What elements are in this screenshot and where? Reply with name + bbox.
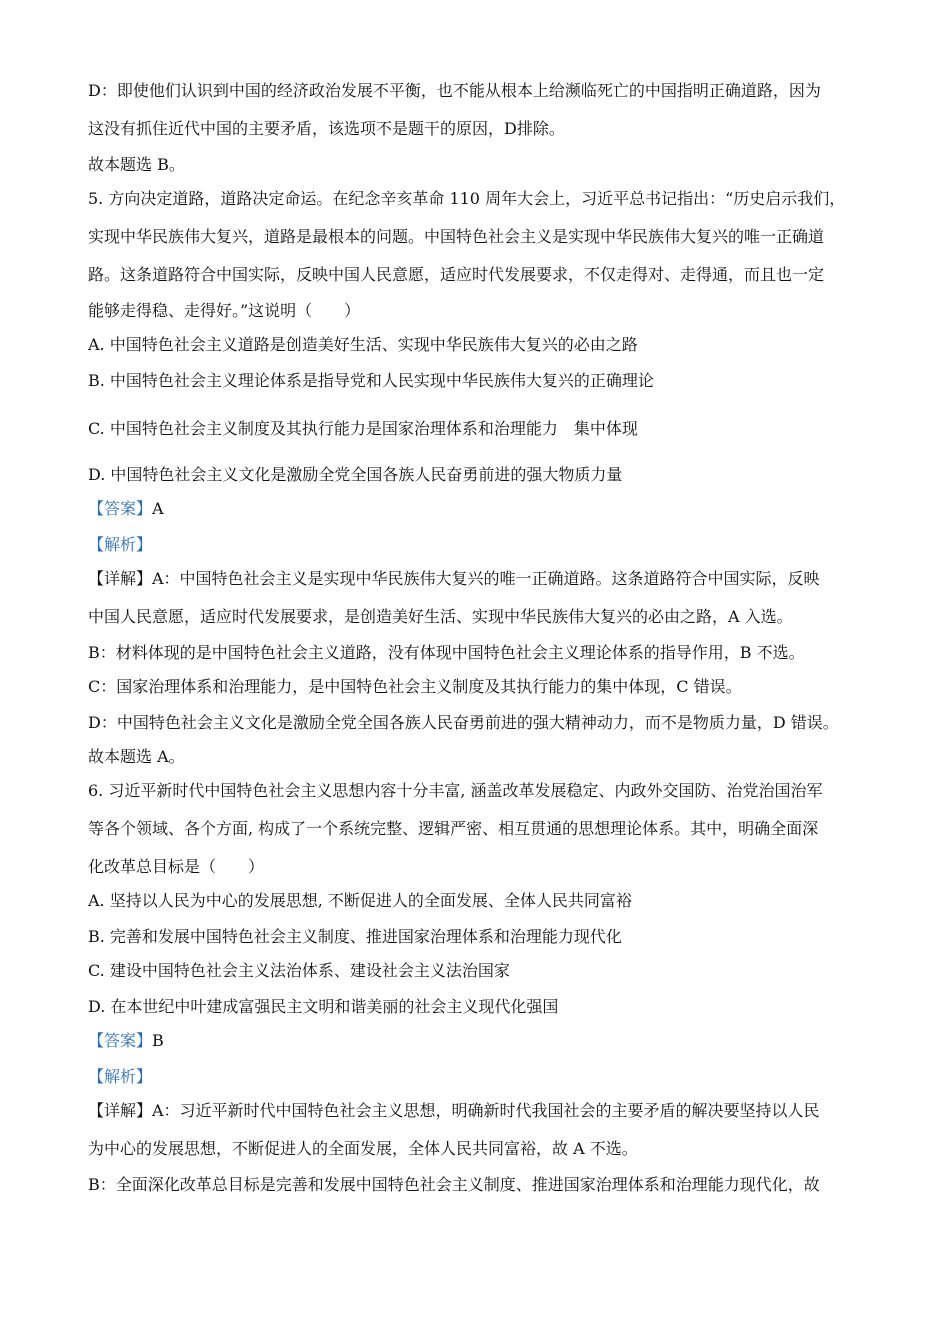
line-text: B. 中国特色社会主义理论体系是指导党和人民实现中华民族伟大复兴的正确理论	[88, 371, 654, 390]
text-line	[88, 606, 868, 628]
text-line	[88, 264, 868, 286]
line-text: 故本题选 B。	[88, 155, 185, 174]
line-text: 【详解】A：中国特色社会主义是实现中华民族伟大复兴的唯一正确道路。这条道路符合中国实际，反映	[88, 569, 820, 588]
text-line	[88, 926, 868, 948]
text-line	[88, 226, 868, 248]
text-line	[88, 746, 868, 768]
line-text: B	[152, 1031, 164, 1050]
section-tag: 【答案】	[88, 1031, 153, 1050]
text-line	[88, 1174, 868, 1196]
text-line	[88, 80, 868, 102]
text-line	[88, 1066, 868, 1088]
text-line	[88, 154, 868, 176]
text-line	[88, 818, 868, 840]
line-text: 路。这条道路符合中国实际，反映中国人民意愿，适应时代发展要求，不仅走得对、走得通，而且也一定	[88, 265, 825, 284]
text-line	[88, 568, 868, 590]
line-text: C. 建设中国特色社会主义法治体系、建设社会主义法治国家	[88, 961, 510, 980]
line-text: B：全面深化改革总目标是完善和发展中国特色社会主义制度、推进国家治理体系和治理能力现代化，故	[88, 1175, 820, 1194]
line-text: B：材料体现的是中国特色社会主义道路，没有体现中国特色社会主义理论体系的指导作用，B 不选。	[88, 643, 805, 662]
line-text: 能够走得稳、走得好。”这说明（ ）	[88, 301, 361, 320]
text-line	[88, 996, 868, 1018]
text-line	[88, 464, 868, 486]
text-line	[88, 1138, 868, 1160]
line-text: 5. 方向决定道路，道路决定命运。在纪念辛亥革命 110 周年大会上，习近平总书记指出：“历史启示我们，	[88, 189, 846, 208]
section-tag: 【解析】	[88, 1067, 153, 1086]
text-line	[88, 534, 868, 556]
line-text: 故本题选 A。	[88, 747, 185, 766]
text-line	[88, 712, 868, 734]
line-text: 中国人民意愿，适应时代发展要求，是创造美好生活、实现中华民族伟大复兴的必由之路，A 入选。	[88, 607, 793, 626]
text-line	[88, 370, 868, 392]
section-tag: 【答案】	[88, 499, 153, 518]
text-line	[88, 642, 868, 664]
line-text: 化改革总目标是（ ）	[88, 857, 265, 876]
line-text: D. 在本世纪中叶建成富强民主文明和谐美丽的社会主义现代化强国	[88, 997, 559, 1016]
text-line	[88, 856, 868, 878]
line-text: D. 中国特色社会主义文化是激励全党全国各族人民奋勇前进的强大物质力量	[88, 465, 623, 484]
text-line	[88, 1030, 868, 1052]
text-line	[88, 780, 868, 802]
line-text: D：即使他们认识到中国的经济政治发展不平衡，也不能从根本上给濒临死亡的中国指明正确道路，因为	[88, 81, 821, 100]
line-text: 6. 习近平新时代中国特色社会主义思想内容十分丰富, 涵盖改革发展稳定、内政外交国防、治党治国治军	[88, 781, 823, 800]
line-text: 实现中华民族伟大复兴，道路是最根本的问题。中国特色社会主义是实现中华民族伟大复兴的唯一正确道	[88, 227, 825, 246]
text-line	[88, 118, 868, 140]
line-text: C：国家治理体系和治理能力，是中国特色社会主义制度及其执行能力的集中体现，C 错误。	[88, 677, 742, 696]
section-tag: 【解析】	[88, 535, 153, 554]
line-text: 这没有抓住近代中国的主要矛盾，该选项不是题干的原因，D排除。	[88, 119, 565, 138]
line-text: 为中心的发展思想，不断促进人的全面发展，全体人民共同富裕，故 A 不选。	[88, 1139, 638, 1158]
text-line	[88, 890, 868, 912]
text-line	[88, 960, 868, 982]
line-text: A. 中国特色社会主义道路是创造美好生活、实现中华民族伟大复兴的必由之路	[88, 335, 638, 354]
line-text: C. 中国特色社会主义制度及其执行能力是国家治理体系和治理能力 集中体现	[88, 419, 638, 438]
line-text: A	[152, 499, 164, 518]
line-text: 【详解】A：习近平新时代中国特色社会主义思想，明确新时代我国社会的主要矛盾的解决要坚持以人民	[88, 1101, 820, 1120]
text-line	[88, 300, 868, 322]
line-text: B. 完善和发展中国特色社会主义制度、推进国家治理体系和治理能力现代化	[88, 927, 622, 946]
text-line	[88, 1100, 868, 1122]
line-text: D：中国特色社会主义文化是激励全党全国各族人民奋勇前进的强大精神动力，而不是物质力量，D 错误。	[88, 713, 839, 732]
line-text: A. 坚持以人民为中心的发展思想, 不断促进人的全面发展、全体人民共同富裕	[88, 891, 632, 910]
text-line	[88, 676, 868, 698]
text-line	[88, 418, 868, 440]
text-line	[88, 188, 868, 210]
line-text: 等各个领域、各个方面, 构成了一个系统完整、逻辑严密、相互贯通的思想理论体系。其中，明确全面深	[88, 819, 819, 838]
text-line	[88, 334, 868, 356]
text-line	[88, 498, 868, 520]
